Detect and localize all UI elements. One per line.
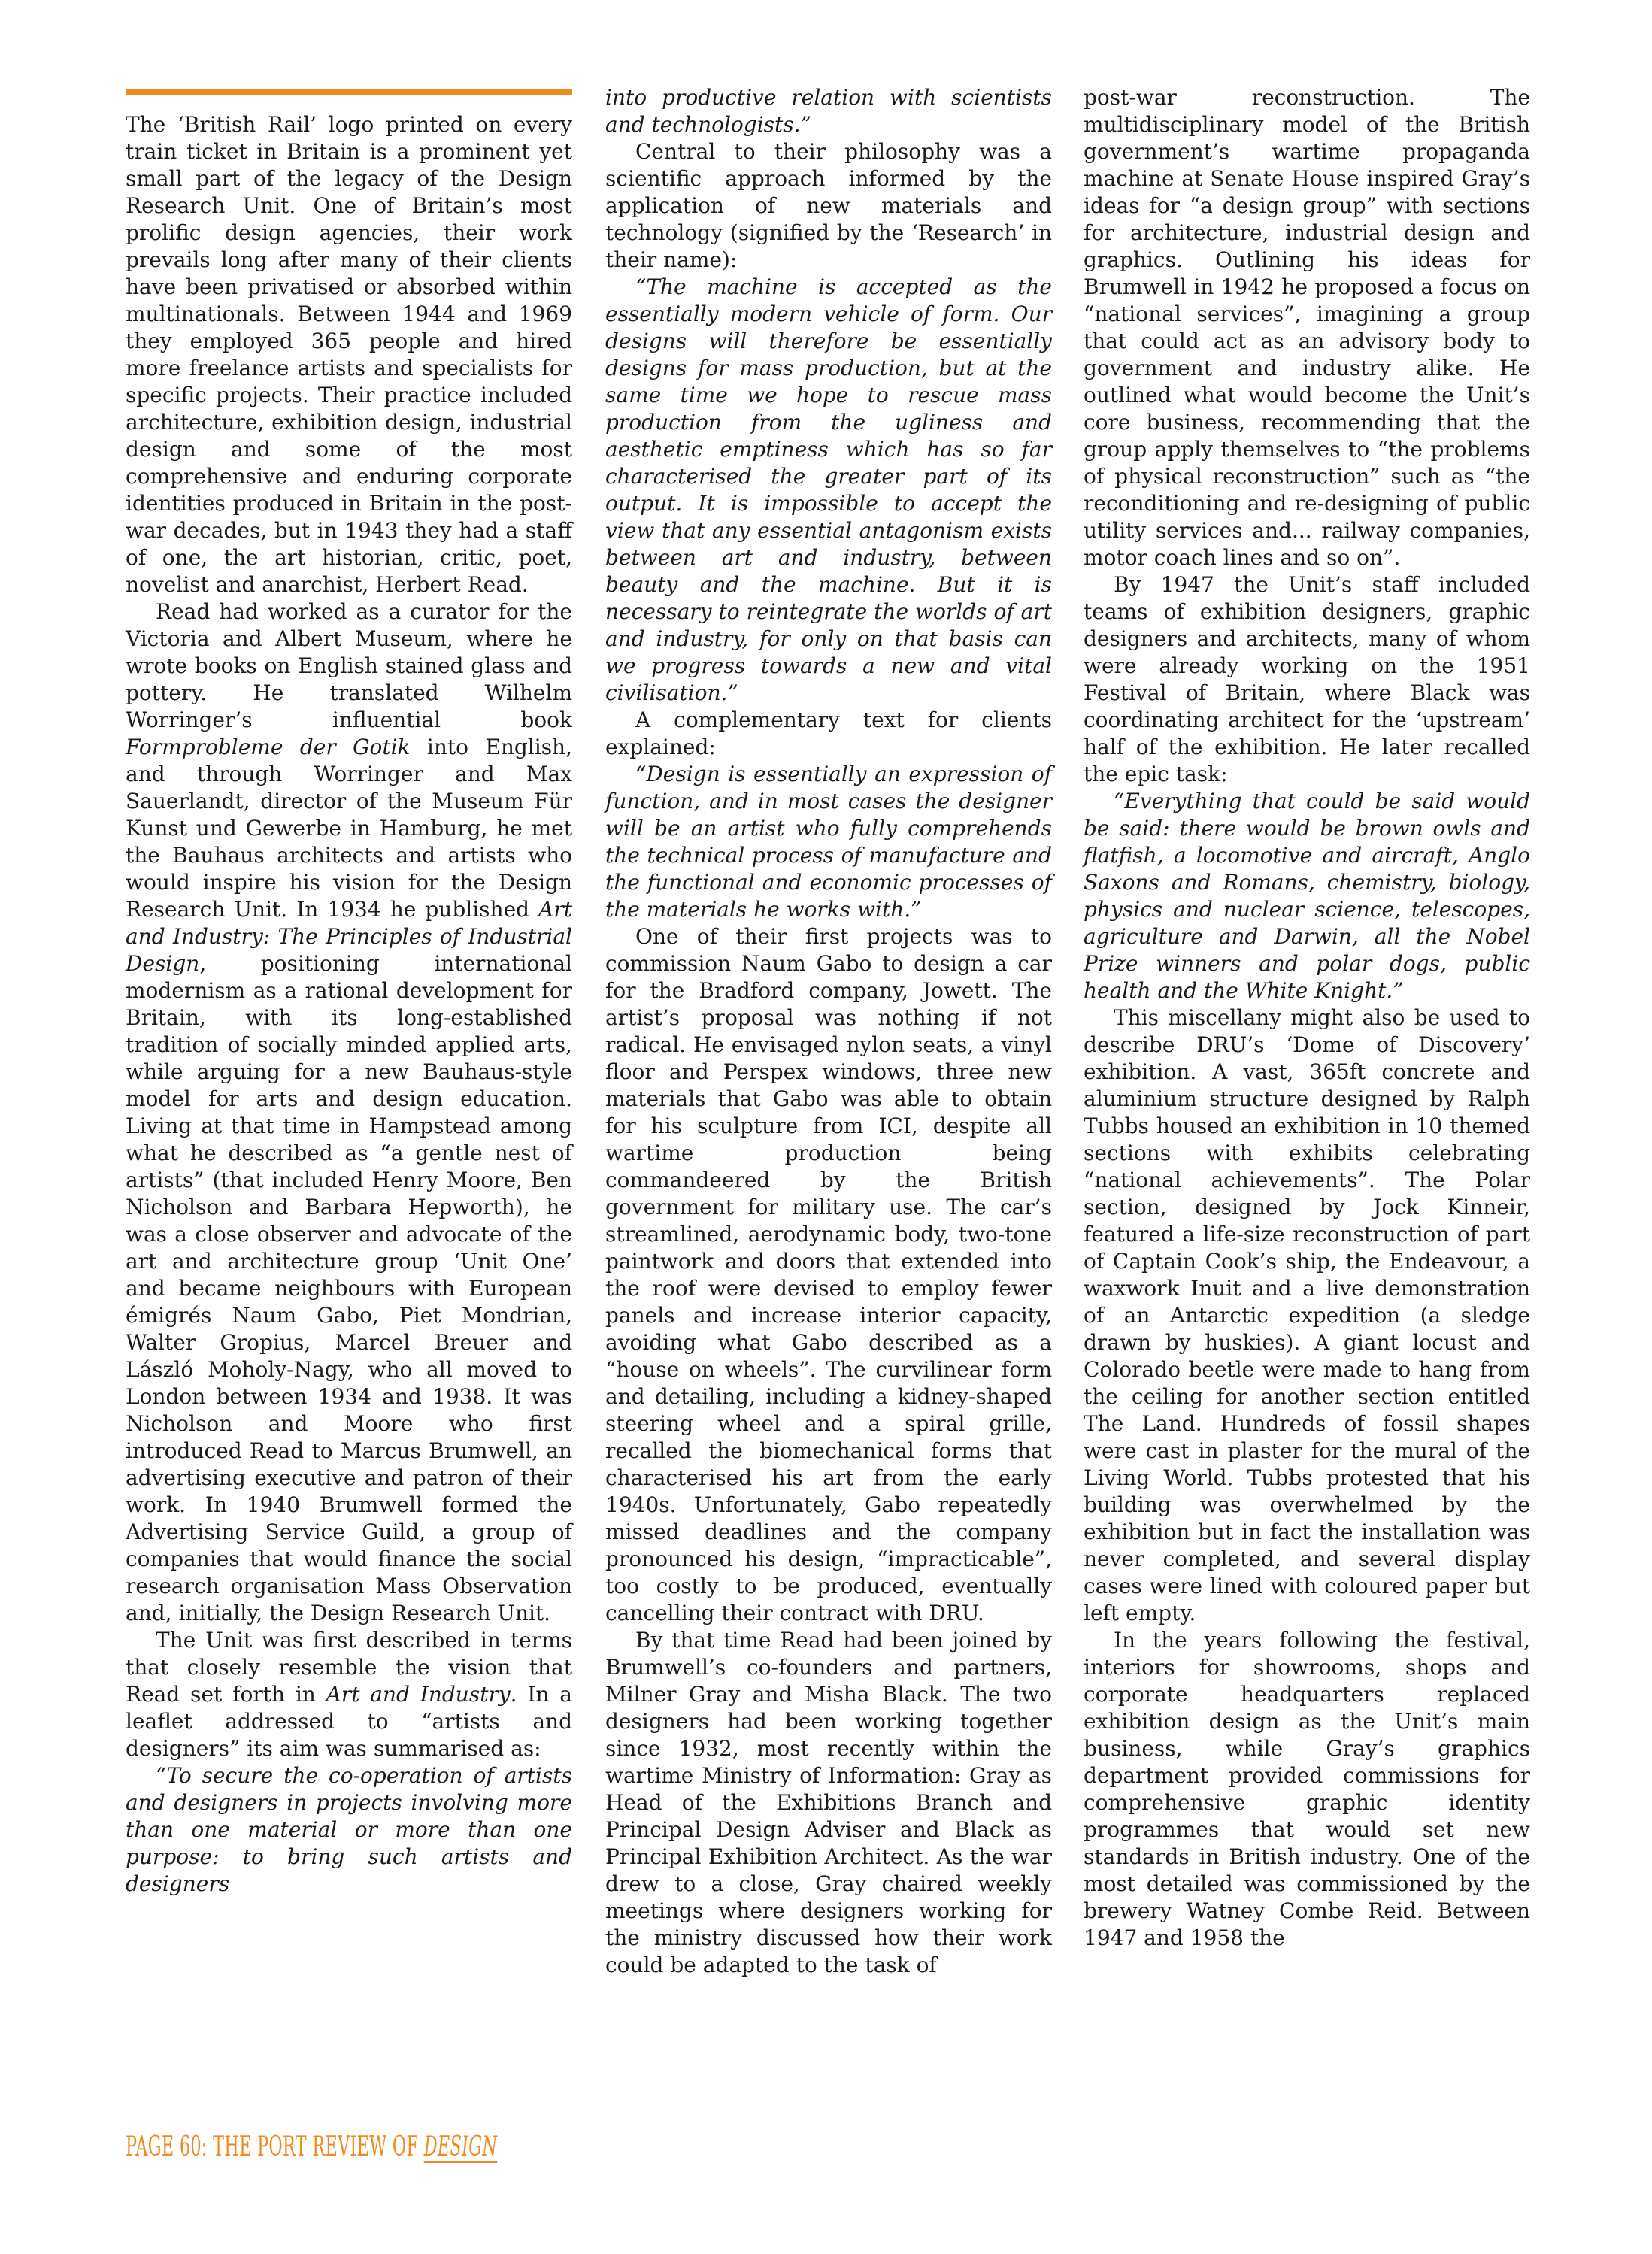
paragraph: “To secure the co-operation of artists and designers in projects involving more than one material or more than one purpose: to bring such artists and designers — [126, 1763, 572, 1896]
paragraph: By 1947 the Unit’s staff included teams of exhibition designers, graphic designers and architects, many of whom were already working on the 1951 Festival of Britain, where Black was coordinating architect for the ‘upstream’ half of the exhibition. He later recalled the epic task: — [1084, 572, 1530, 786]
paragraph: The Unit was first described in terms that closely resemble the vision that Read set forth in Art and Industry. In a leaflet addressed to “artists and designers” its aim was summarised as: — [126, 1628, 572, 1761]
paragraph: “Design is essentially an expression of function, and in most cases the designer will be an artist who fully comprehends the technical process of manufacture and the functional and economic processes of the materials he works with.” — [605, 762, 1052, 922]
paragraph: “Everything that could be said would be said: there would be brown owls and flatfish, a locomotive and aircraft, Anglo Saxons and Romans, chemistry, biology, physics and nuclear science, telescopes, agriculture and Darwin, all the Nobel Prize winners and polar dogs, public health and the White Knight.” — [1084, 789, 1530, 1003]
paragraph: Read had worked as a curator for the Victoria and Albert Museum, where he wrote books on English stained glass and pottery. He translated Wilhelm Worringer’s influential book Formprobleme der Gotik into English, and through Worringer and Max Sauerlandt, director of the Museum Für Kunst und Gewerbe in Hamburg, he met the Bauhaus architects and artists who would inspire his vision for the Design Research Unit. In 1934 he published Art and Industry: The Principles of Industrial Design, positioning international modernism as a rational development for Britain, with its long-established tradition of socially minded applied arts, while arguing for a new Bauhaus-style model for arts and design education. Living at that time in Hampstead among what he described as “a gentle nest of artists” (that included Henry Moore, Ben Nicholson and Barbara Hepworth), he was a close observer and advocate of the art and architecture group ‘Unit One’ and became neighbours with European émigrés Naum Gabo, Piet Mondrian, Walter Gropius, Marcel Breuer and László Moholy-Nagy, who all moved to London between 1934 and 1938. It was Nicholson and Moore who first introduced Read to Marcus Brumwell, an advertising executive and patron of their work. In 1940 Brumwell formed the Advertising Service Guild, a group of companies that would finance the social research organisation Mass Observation and, initially, the Design Research Unit. — [126, 599, 572, 1625]
paragraph: Central to their philosophy was a scientific approach informed by the application of new materials and technology (signified by the ‘Research’ in their name): — [605, 139, 1052, 272]
column-2 — [605, 84, 1052, 1979]
paragraph: In the years following the festival, interiors for showrooms, shops and corporate headquarters replaced exhibition design as the Unit’s main business, while Gray’s graphics department provided commissions for comprehensive graphic identity programmes that would set new standards in British industry. One of the most detailed was commissioned by the brewery Watney Combe Reid. Between 1947 and 1958 the — [1084, 1628, 1530, 1950]
orange-rule — [126, 89, 572, 95]
paragraph: One of their first projects was to commission Naum Gabo to design a car for the Bradford company, Jowett. The artist’s proposal was nothing if not radical. He envisaged nylon seats, a vinyl floor and Perspex windows, three new materials that Gabo was able to obtain for his sculpture from ICI, despite all wartime production being commandeered by the British government for military use. The car’s streamlined, aerodynamic body, two-tone paintwork and doors that extended into the roof were devised to employ fewer panels and increase interior capacity, avoiding what Gabo described as a “house on wheels”. The curvilinear form and detailing, including a kidney-shaped steering wheel and a spiral grille, recalled the biomechanical forms that characterised his art from the early 1940s. Unfortunately, Gabo repeatedly missed deadlines and the company pronounced his design, “impracticable”, too costly to be produced, eventually cancelling their contract with DRU. — [605, 924, 1052, 1625]
paragraph: A complementary text for clients explained: — [605, 707, 1052, 759]
column-3 — [1084, 84, 1530, 1952]
footer-magazine-title: DESIGN — [423, 2131, 498, 2162]
page-footer — [126, 2131, 498, 2162]
paragraph: This miscellany might also be used to describe DRU’s ‘Dome of Discovery’ exhibition. A vast, 365ft concrete and aluminium structure designed by Ralph Tubbs housed an exhibition in 10 themed sections with exhibits celebrating “national achievements”. The Polar section, designed by Jock Kinneir, featured a life-size reconstruction of part of Captain Cook’s ship, the Endeavour, a waxwork Inuit and a live demonstration of an Antarctic expedition (a sledge drawn by huskies). A giant locust and Colorado beetle were made to hang from the ceiling for another section entitled The Land. Hundreds of fossil shapes were cast in plaster for the mural of the Living World. Tubbs protested that his building was overwhelmed by the exhibition but in fact the installation was never completed, and several display cases were lined with coloured paper but left empty. — [1084, 1005, 1530, 1625]
paragraph: “The machine is accepted as the essentially modern vehicle of form. Our designs will therefore be essentially designs for mass production, but at the same time we hope to rescue mass production from the ugliness and aesthetic emptiness which has so far characterised the greater part of its output. It is impossible to accept the view that any essential antagonism exists between art and industry, between beauty and the machine. But it is necessary to reintegrate the worlds of art and industry, for only on that basis can we progress towards a new and vital civilisation.” — [605, 274, 1052, 705]
footer-prefix: PAGE 60: THE PORT REVIEW OF — [126, 2131, 424, 2162]
column-1 — [126, 84, 572, 1898]
paragraph: By that time Read had been joined by Brumwell’s co-founders and partners, Milner Gray and Misha Black. The two designers had been working together since 1932, most recently within the wartime Ministry of Information: Gray as Head of the Exhibitions Branch and Principal Design Adviser and Black as Principal Exhibition Architect. As the war drew to a close, Gray chaired weekly meetings where designers working for the ministry discussed how their work could be adapted to the task of — [605, 1628, 1052, 1977]
paragraph: The ‘British Rail’ logo printed on every train ticket in Britain is a prominent yet small part of the legacy of the Design Research Unit. One of Britain’s most prolific design agencies, their work prevails long after many of their clients have been privatised or absorbed within multinationals. Between 1944 and 1969 they employed 365 people and hired more freelance artists and specialists for specific projects. Their practice included architecture, exhibition design, industrial design and some of the most comprehensive and enduring corporate identities produced in Britain in the post-war decades, but in 1943 they had a staff of one, the art historian, critic, poet, novelist and anarchist, Herbert Read. — [126, 112, 572, 597]
paragraph: into productive relation with scientists and technologists.” — [605, 85, 1052, 137]
paragraph: post-war reconstruction. The multidisciplinary model of the British government’s wartime propaganda machine at Senate House inspired Gray’s ideas for “a design group” with sections for architecture, industrial design and graphics. Outlining his ideas for Brumwell in 1942 he proposed a focus on “national services”, imagining a group that could act as an advisory body to government and industry alike. He outlined what would become the Unit’s core business, recommending that the group apply themselves to “the problems of physical reconstruction” such as “the reconditioning and re-designing of public utility services and... railway companies, motor coach lines and so on”. — [1084, 85, 1530, 570]
